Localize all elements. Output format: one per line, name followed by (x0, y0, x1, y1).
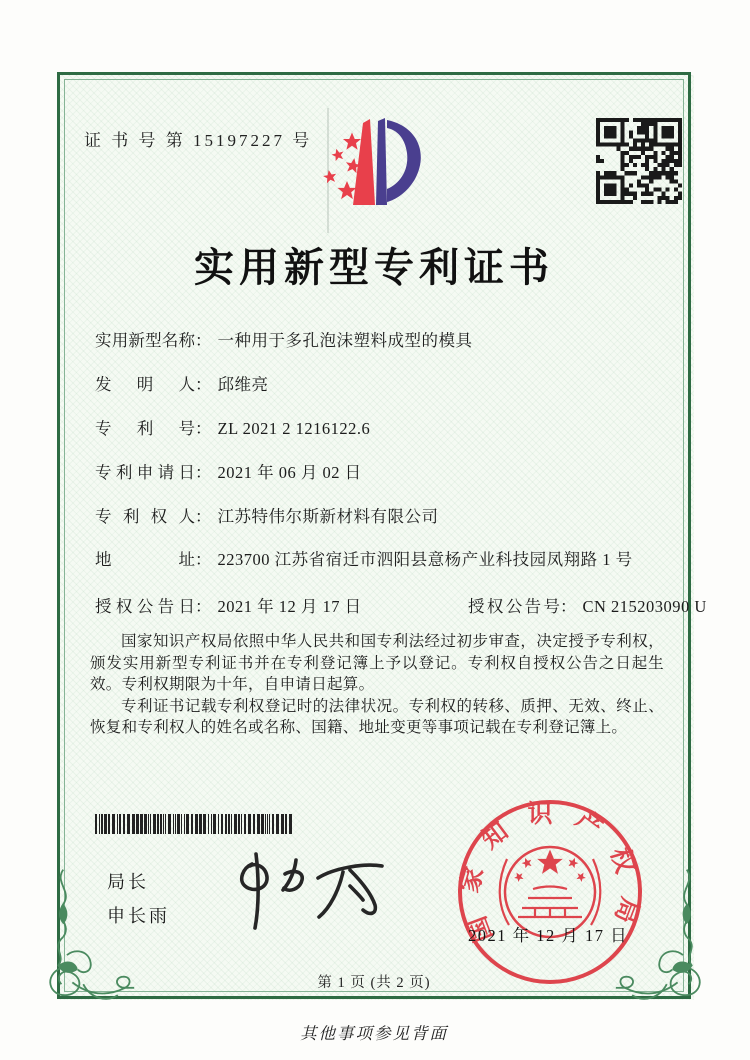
barcode (95, 814, 295, 834)
colon: ： (195, 375, 212, 394)
field-label: 实用新型名称 (95, 331, 195, 350)
field-value: 一种用于多孔泡沫塑料成型的模具 (217, 331, 473, 350)
back-side-note: 其他事项参见背面 (300, 1024, 448, 1043)
cnipa-logo-icon (295, 105, 455, 235)
field-value: 223700 江苏省宿迁市泗阳县意杨产业科技园凤翔路 1 号 (217, 550, 633, 569)
handwritten-signature (222, 848, 402, 938)
certificate-number: 证 书 号 第 15197227 号 (84, 131, 313, 150)
officer-role: 局长 (107, 872, 149, 892)
colon: ： (195, 507, 212, 526)
field-value: 邱维亮 (217, 375, 269, 394)
field-label: 发明人 (95, 375, 195, 394)
qr-code (596, 118, 682, 204)
field-inventor (95, 371, 269, 395)
field-filing-date (95, 459, 362, 483)
grant-date-stamp: 2021 年 12 月 17 日 (468, 926, 629, 945)
page-number: 第 1 页 (共 2 页) (317, 975, 431, 991)
field-label: 专利权人 (95, 507, 195, 526)
field-value: 2021 年 12 月 17 日 (217, 597, 362, 616)
field-grant-row (95, 593, 750, 617)
field-patentee (95, 503, 439, 527)
field-value: CN 215203090 U (582, 597, 707, 616)
officer-block (107, 868, 170, 936)
colon: ： (195, 550, 212, 569)
field-grant-number (468, 593, 707, 617)
field-label: 专利号 (95, 419, 195, 438)
legal-text (90, 631, 664, 739)
field-value: ZL 2021 2 1216122.6 (217, 419, 371, 438)
officer-name: 申长雨 (107, 906, 170, 926)
colon: ： (195, 419, 212, 438)
field-value: 2021 年 06 月 02 日 (217, 463, 362, 482)
colon: ： (195, 597, 212, 616)
field-address (95, 546, 633, 570)
field-label: 专利申请日 (95, 463, 195, 482)
legal-paragraph: 国家知识产权局依照中华人民共和国专利法经过初步审查，决定授予专利权，颁发实用新型专利证书并在专利登记簿上予以登记。专利权自授权公告之日起生效。专利权期限为十年，自申请日起算。 (90, 633, 664, 693)
official-seal (455, 797, 645, 987)
field-utility-model-name (95, 327, 473, 351)
field-patent-number (95, 415, 370, 439)
colon: ： (195, 331, 212, 350)
colon: ： (195, 463, 212, 482)
legal-paragraph: 专利证书记载专利权登记时的法律状况。专利权的转移、质押、无效、终止、恢复和专利权人的姓名或名称、国籍、地址变更等事项记载在专利登记簿上。 (90, 697, 664, 736)
colon: ： (560, 597, 577, 616)
field-label: 地址 (95, 550, 195, 569)
field-label: 授权公告日 (95, 597, 195, 616)
certificate-title: 实用新型专利证书 (194, 245, 554, 290)
field-label: 授权公告号 (468, 597, 560, 616)
field-value: 江苏特伟尔斯新材料有限公司 (217, 507, 439, 526)
seal-ring-text: 国家知识产权局 (456, 800, 644, 946)
